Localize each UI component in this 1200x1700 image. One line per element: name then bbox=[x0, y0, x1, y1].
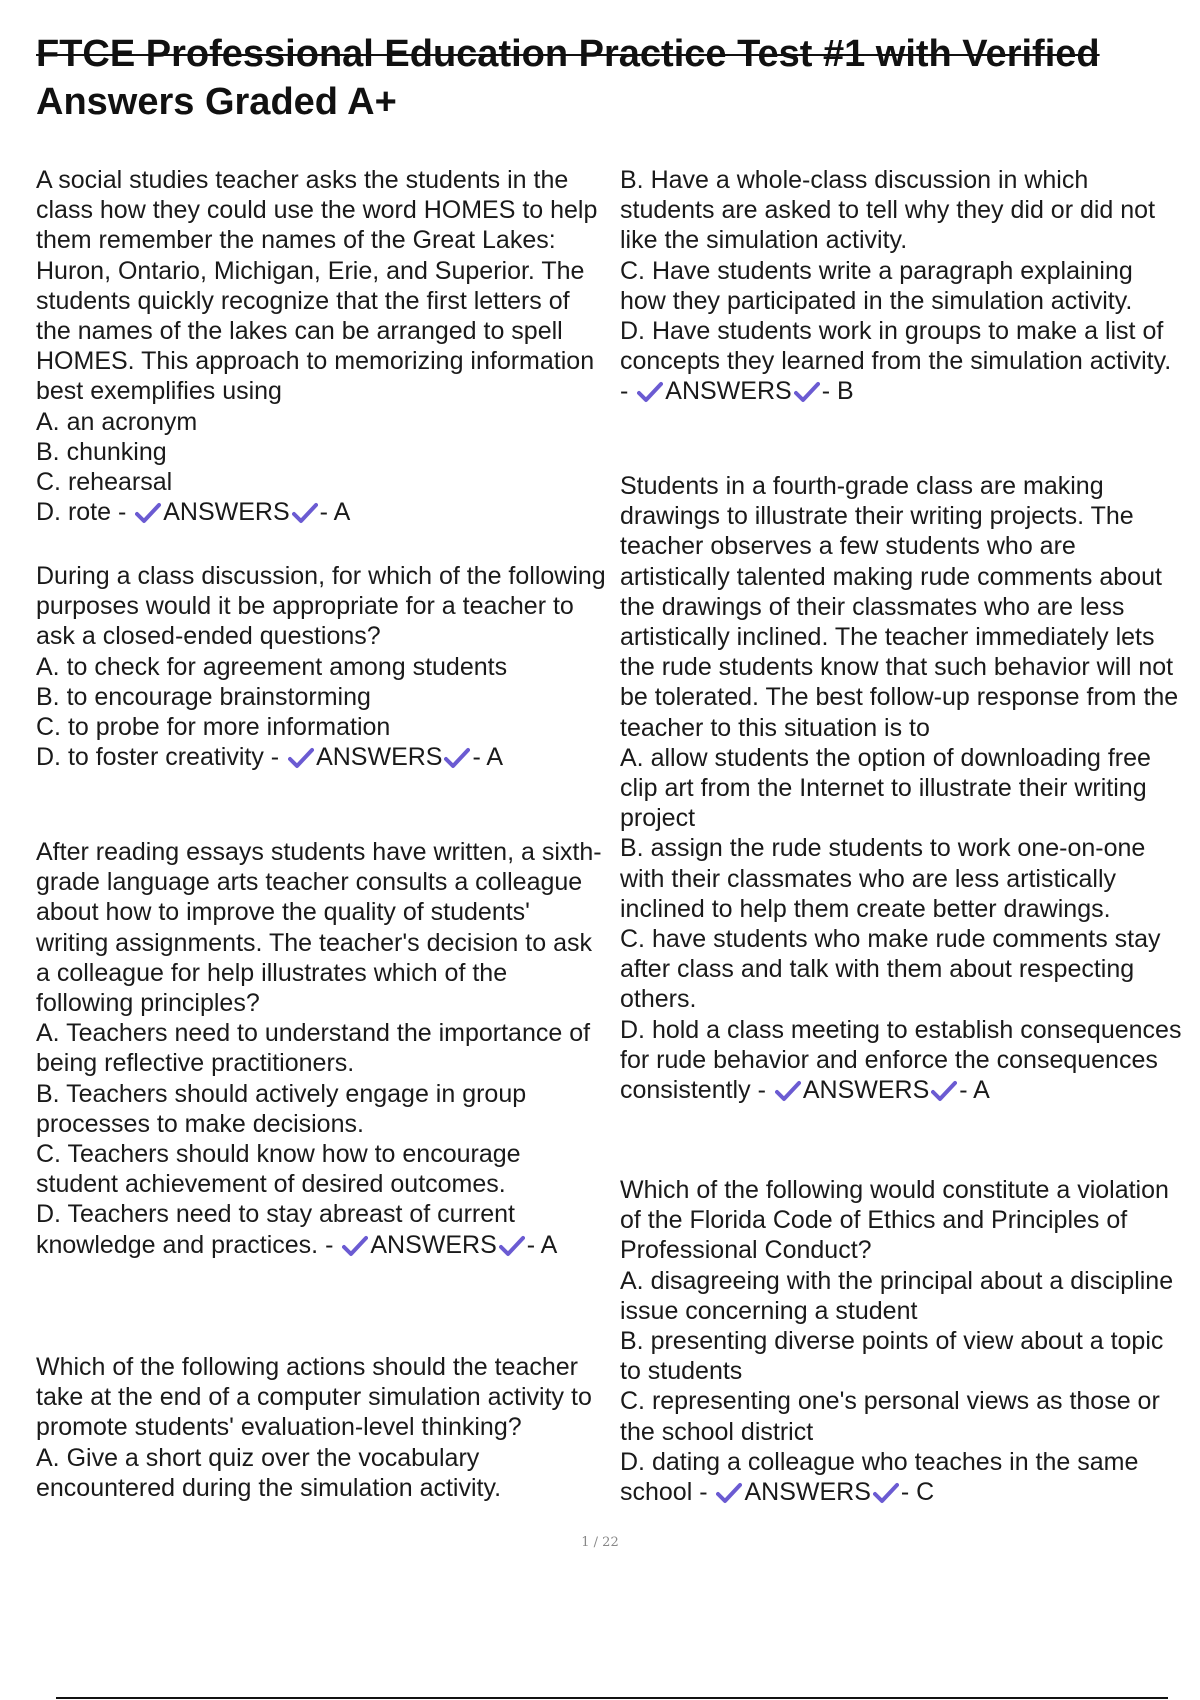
option-a: A. to check for agreement among students bbox=[36, 652, 508, 681]
option-b: B. chunking bbox=[36, 437, 167, 466]
checkmark-icon bbox=[288, 747, 314, 769]
answers-label: ANSWERS bbox=[744, 1478, 871, 1507]
option-b: B. presenting diverse points of view about a topic to students bbox=[620, 1327, 1164, 1386]
option-b: B. to encourage brainstorming bbox=[36, 682, 371, 711]
option-d: D. rote - ANSWERS - A bbox=[36, 498, 351, 527]
option-c: C. Teachers should know how to encourage student achievement of desired outcomes. bbox=[36, 1140, 521, 1199]
question-stem: Students in a fourth-grade class are making drawings to illustrate their writing projects. The teacher observes a few students who are artistically talented making rude comments about the drawings of their classmates who are less artistically inclined. The teacher immediately lets the rude students know that such behavior will not be tolerated. The best follow-up response from the teacher to this situation is to bbox=[620, 472, 1179, 742]
checkmark-icon bbox=[873, 1482, 899, 1504]
question-5 bbox=[620, 471, 1185, 1105]
question-4-part-1 bbox=[36, 1352, 606, 1503]
answer-letter: A bbox=[973, 1076, 990, 1105]
option-d-text: D. hold a class meeting to establish consequences for rude behavior and enforce the consequences consistently bbox=[620, 1015, 1182, 1105]
question-stem: Which of the following actions should the teacher take at the end of a computer simulation activity to promote students' evaluation-level thinking? bbox=[36, 1353, 592, 1442]
checkmark-icon bbox=[135, 502, 161, 524]
option-d-text: D. Have students work in groups to make a list of concepts they learned from the simulation activity. bbox=[620, 317, 1172, 376]
question-stem: During a class discussion, for which of the following purposes would it be appropriate for a teacher to ask a closed-ended questions? bbox=[36, 562, 606, 651]
option-d-text: D. dating a colleague who teaches in the same school bbox=[620, 1447, 1139, 1507]
checkmark-icon bbox=[292, 502, 318, 524]
bottom-divider bbox=[56, 1697, 1168, 1699]
question-1 bbox=[36, 165, 606, 527]
answers-label: ANSWERS bbox=[665, 377, 792, 406]
option-d: D. Have students work in groups to make a list of concepts they learned from the simulation activity. - ANSWERS - B bbox=[620, 317, 1172, 406]
answers-label: ANSWERS bbox=[163, 498, 290, 527]
question-2 bbox=[36, 561, 606, 772]
option-a: A. Give a short quiz over the vocabulary encountered during the simulation activity. bbox=[36, 1443, 502, 1502]
answer-letter: A bbox=[486, 743, 504, 772]
answer-letter: C bbox=[916, 1478, 935, 1507]
checkmark-icon bbox=[794, 381, 820, 403]
option-c: C. to probe for more information bbox=[36, 713, 391, 742]
document-title-line-1: FTCE Professional Education Practice Test #1 with Verified bbox=[36, 33, 1100, 75]
question-3 bbox=[36, 837, 606, 1260]
option-d: D. hold a class meeting to establish consequences for rude behavior and enforce the consequences consistently - ANSWERS - A bbox=[620, 1015, 1182, 1105]
question-6 bbox=[620, 1175, 1185, 1507]
checkmark-icon bbox=[499, 1235, 525, 1257]
option-d-text: D. to foster creativity bbox=[36, 743, 264, 772]
option-c: C. rehearsal bbox=[36, 468, 173, 497]
page-number: 1 / 22 bbox=[581, 1535, 619, 1550]
option-a: A. allow students the option of downloading free clip art from the Internet to illustrate their writing project bbox=[620, 743, 1151, 833]
answer-letter: A bbox=[540, 1230, 558, 1259]
option-a: A. Teachers need to understand the importance of being reflective practitioners. bbox=[36, 1019, 591, 1078]
option-b: B. Teachers should actively engage in group processes to make decisions. bbox=[36, 1079, 527, 1138]
checkmark-icon bbox=[931, 1080, 957, 1102]
document-title-line-2: Answers Graded A+ bbox=[36, 81, 397, 123]
checkmark-icon bbox=[775, 1080, 801, 1102]
option-c: C. representing one's personal views as those or the school district bbox=[620, 1387, 1160, 1446]
document-title bbox=[36, 30, 1176, 126]
option-d: D. Teachers need to stay abreast of current knowledge and practices. - ANSWERS - A bbox=[36, 1200, 558, 1259]
answers-label: ANSWERS bbox=[370, 1230, 497, 1259]
question-stem: After reading essays students have written, a sixth-grade language arts teacher consults a colleague about how to improve the quality of students' writing assignments. The teacher's decision to ask a colleague for help illustrates which of the following principles? bbox=[36, 838, 602, 1018]
option-d-text: D. rote bbox=[36, 498, 112, 527]
answers-label: ANSWERS bbox=[316, 743, 443, 772]
option-a: A. an acronym bbox=[36, 407, 198, 436]
option-b: B. Have a whole-class discussion in which students are asked to tell why they did or did not like the simulation activity. bbox=[620, 166, 1156, 255]
question-stem: A social studies teacher asks the students in the class how they could use the word HOMES to help them remember the names of the Great Lakes: Huron, Ontario, Michigan, Erie, and Superior. The students quickly recognize that the first letters of the names of the lakes can be arranged to spell HOMES. This approach to memorizing information best exemplifies using bbox=[36, 166, 598, 406]
answer-letter: A bbox=[333, 498, 351, 527]
question-4-part-2 bbox=[620, 165, 1185, 407]
checkmark-icon bbox=[637, 381, 663, 403]
option-a: A. disagreeing with the principal about a discipline issue concerning a student bbox=[620, 1266, 1174, 1325]
checkmark-icon bbox=[444, 747, 470, 769]
option-b: B. assign the rude students to work one-on-one with their classmates who are less artistically inclined to help them create better drawings. bbox=[620, 834, 1146, 923]
option-d-text: D. Teachers need to stay abreast of current knowledge and practices. bbox=[36, 1200, 515, 1259]
option-c: C. Have students write a paragraph explaining how they participated in the simulation activity. bbox=[620, 256, 1133, 315]
answers-label: ANSWERS bbox=[802, 1076, 930, 1105]
answer-letter: B bbox=[836, 377, 854, 406]
option-d: D. to foster creativity - ANSWERS - A bbox=[36, 743, 504, 772]
checkmark-icon bbox=[342, 1235, 368, 1257]
option-c: C. have students who make rude comments stay after class and talk with them about respecting others. bbox=[620, 925, 1161, 1014]
question-stem: Which of the following would constitute a violation of the Florida Code of Ethics and Principles of Professional Conduct? bbox=[620, 1176, 1169, 1265]
checkmark-icon bbox=[716, 1482, 742, 1504]
option-d: D. dating a colleague who teaches in the same school - ANSWERS - C bbox=[620, 1447, 1139, 1507]
